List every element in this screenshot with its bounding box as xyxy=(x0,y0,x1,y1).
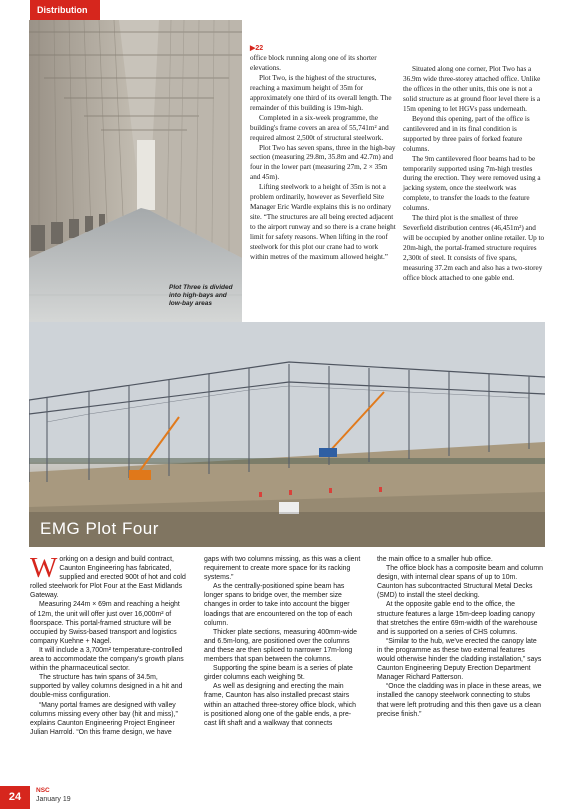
paragraph: Lifting steelwork to a height of 35m is not a problem ordinarily, however as Severfield Site Manager Eric Wardle explains this is no ordinary site. “The structures are all being erected adjacent to the airport runway and so there is a crane height limit for safety reasons. When lifting in the roof steelwork for this plot our crane had to work within metres of the maximum allowed height.” xyxy=(250,183,396,262)
paragraph: orking on a design and build contract, Caunton Engineering has fabricated, supplied and erected 900t of hot and cold rolled steelwork for Plot Four at the East Midlands Gateway. xyxy=(30,556,186,600)
paragraph: The office block has a composite beam and column design, with internal clear spans of up to 10m. Caunton has subcontracted Structural Metal Decks (SMD) to install the steel decking. xyxy=(377,565,543,600)
paragraph: Thicker plate sections, measuring 400mm-wide and 6.5m-long, are positioned over the columns and these are then spliced to narrower 17m-long members that span between the columns. xyxy=(204,628,357,664)
upper-article-column-2 xyxy=(403,65,546,284)
paragraph: Supporting the spine beam is a series of plate girder columns each weighing 5t. xyxy=(204,665,353,682)
paragraph: Completed in a six-week programme, the building's frame covers an area of 55,741m² and required almost 2,500t of structural steelwork. xyxy=(250,113,389,142)
paragraph: “Similar to the hub, we've erected the canopy late in the programme as these two external features would otherwise hinder the cladding installation,” says Caunton Engineering Deputy Erection Department Manager Richard Patterson. xyxy=(377,637,542,682)
continued-arrow-icon: ▶ xyxy=(250,45,256,52)
paragraph: As well as designing and erecting the main frame, Caunton has also installed precast stairs within an attached three-storey office block, which is positioned along one of the gable ends, a pre-cast lift shaft and a walkway that connects xyxy=(204,683,356,727)
photo-caption: Plot Three is divided into high-bays and low-bay areas xyxy=(169,284,233,307)
paragraph: office block running along one of its shorter elevations. xyxy=(250,53,377,72)
continued-page-number: 22 xyxy=(255,45,264,52)
paragraph: the main office to a smaller hub office. xyxy=(377,556,493,563)
steel-frame-construction-photo xyxy=(29,322,545,547)
lower-article-column-3 xyxy=(377,555,543,719)
paragraph: Plot Two, is the highest of the structures, reaching a maximum height of 35m for approximately one third of its overall length. The remainder of this building is 19m-high. xyxy=(250,73,392,112)
paragraph: Beyond this opening, part of the office is cantilevered and in its final condition is supported by three pairs of forked feature columns. xyxy=(403,114,530,153)
continued-marker xyxy=(250,44,398,54)
warehouse-interior-photo xyxy=(29,20,242,328)
paragraph: As the centrally-positioned spine beam has longer spans to bridge over, the member size changes in order to take into account the bigger loadings that are encountered on the top of each column. xyxy=(204,583,353,627)
issue-date: January 19 xyxy=(36,796,71,803)
paragraph: The 9m cantilevered floor beams had to be temporarily supported using 7m-high trestles during the erection. They were removed using a jacking system, once the steelwork was complete, to transfer the loads to the feature columns. xyxy=(403,154,541,213)
paragraph: “Once the cladding was in place in these areas, we installed the canopy steelwork connecting to stubs that were left protruding and this then gave us a clean precise finish.” xyxy=(377,683,542,718)
photo-title: EMG Plot Four xyxy=(40,519,159,538)
paragraph: Situated along one corner, Plot Two has a 36.9m wide three-storey attached office. Unlike the offices in the other units, this one is not a solid structure as at ground floor level there is a 15m opening to let HGVs pass underneath. xyxy=(403,65,541,113)
drop-cap: W xyxy=(30,552,58,584)
section-tab: Distribution xyxy=(30,0,100,20)
lower-article-column-2 xyxy=(204,555,362,728)
paragraph: The structure has twin spans of 34.5m, supported by valley columns designed in a hit and double-miss configuration. xyxy=(30,674,183,700)
upper-article-column-1 xyxy=(250,44,398,263)
paragraph: It will include a 3,700m² temperature-controlled area to accommodate the company's growth plans within the pharmaceutical sector. xyxy=(30,646,184,673)
paragraph: The third plot is the smallest of three Severfield distribution centres (46,451m²) and will be occupied by another online retailer. Up to 20m-high, the portal-framed structure requires 2,300t of steel. It consists of five spans, measuring 37.2m each and also has a two-storey office block attached to one gable end. xyxy=(403,214,545,283)
paragraph: Measuring 244m × 69m and reaching a height of 12m, the unit will offer just over 16,000m² of floorspace. This portal-framed structure will be occupied by Swiss-based transport and logistics company Kuehne + Nagel. xyxy=(30,601,180,645)
lower-article-column-1 xyxy=(30,552,187,737)
paragraph: Plot Two has seven spans, three in the high-bay section (measuring 29.8m, 35.8m and 42.7m) and four in the lower part (measuring 27m, 2 × 35m and 45m). xyxy=(250,143,396,182)
paragraph: “Many portal frames are designed with valley columns missing every other bay (hit and miss),” explains Caunton Engineering Project Engineer Julian Harrold. “On this frame design, we have xyxy=(30,701,178,736)
paragraph: At the opposite gable end to the office, the structure features a large 15m-deep loading canopy that stretches the entire 69m-width of the warehouse and is supported on a series of CHS columns. xyxy=(377,601,538,636)
paragraph: gaps with two columns missing, as this was a client requirement to create more space for its racking systems.” xyxy=(204,556,361,582)
page-number: 24 xyxy=(0,786,30,809)
magazine-name: NSC xyxy=(36,787,50,794)
